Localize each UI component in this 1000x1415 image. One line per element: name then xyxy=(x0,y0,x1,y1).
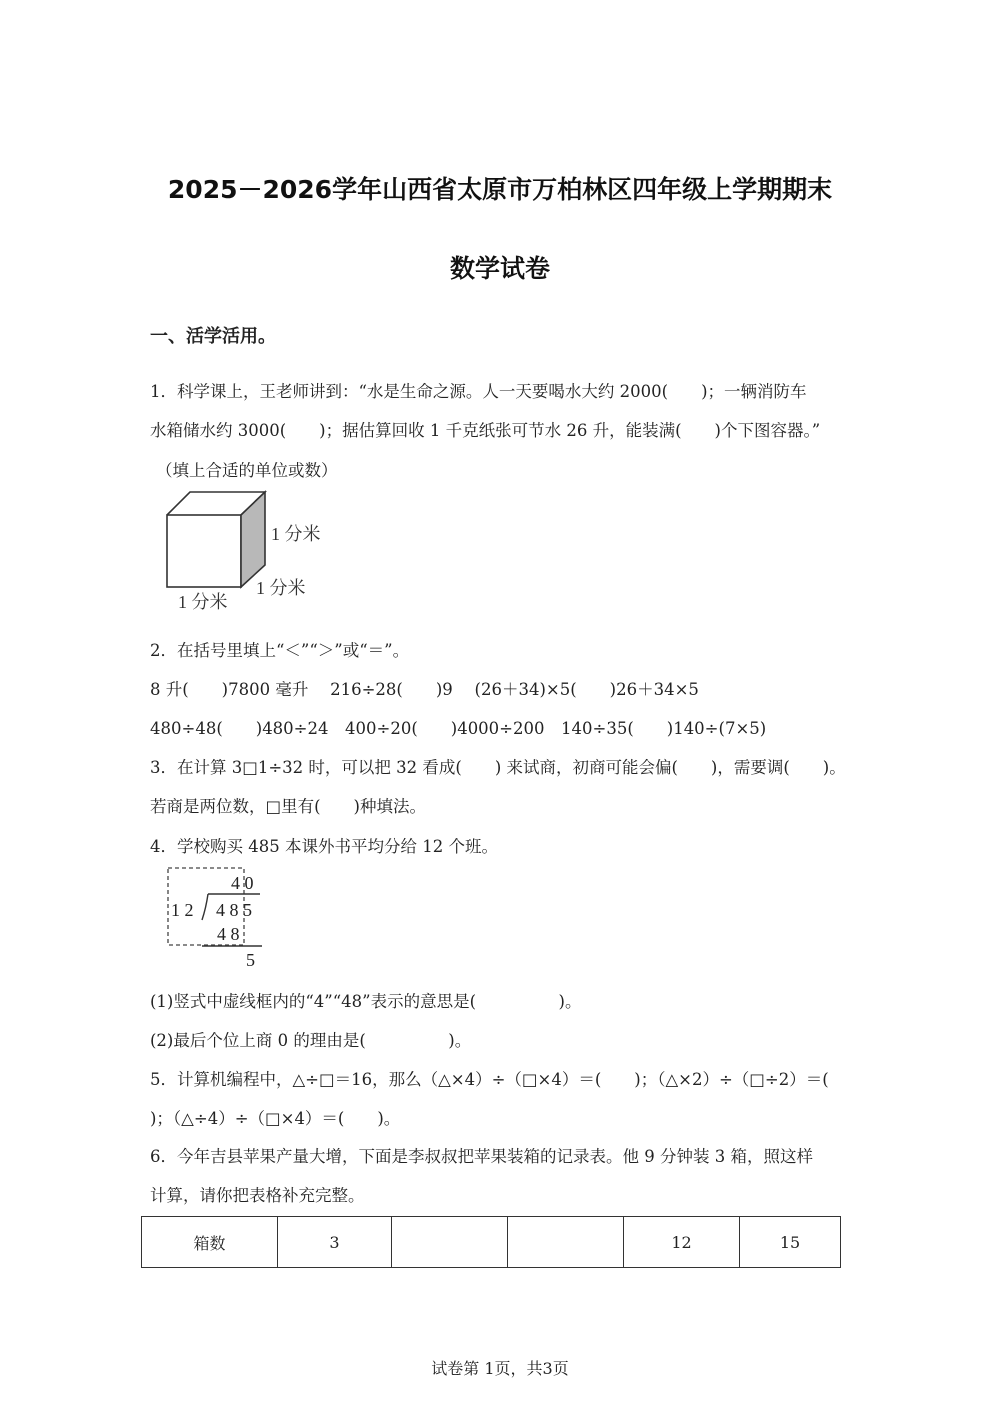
cube-front-face xyxy=(167,515,241,587)
cube-side-face xyxy=(241,492,265,587)
question-5-line-2: )；（△÷4）÷（□×4）＝( )。 xyxy=(150,1109,401,1128)
question-5-line-1: 5．计算机编程中，△÷□＝16，那么（△×4）÷（□×4）＝( )；（△×2）÷（□÷2）＝( xyxy=(150,1070,829,1089)
table-cell: 3 xyxy=(278,1217,392,1268)
page-subtitle: 数学试卷 xyxy=(449,254,550,283)
question-4-sub-1: (1)竖式中虚线框内的“4”“48”表示的意思是( )。 xyxy=(150,992,582,1011)
dividend: 4 8 5 xyxy=(216,900,252,920)
question-1-line-3: （填上合适的单位或数） xyxy=(156,461,338,480)
table-cell: 12 xyxy=(624,1217,740,1268)
question-2-row-2: 480÷48( )480÷24 400÷20( )4000÷200 140÷35( )140÷(7×5) xyxy=(150,719,767,738)
page-title: 2025－2026学年山西省太原市万柏林区四年级上学期期末 xyxy=(167,175,833,204)
question-2-row-1: 8 升( )7800 毫升 216÷28( )9 (26＋34)×5( )26＋34×5 xyxy=(150,680,699,699)
table-header-cell: 箱数 xyxy=(142,1217,278,1268)
table-row xyxy=(142,1217,841,1268)
question-4-sub-2: (2)最后个位上商 0 的理由是( )。 xyxy=(150,1031,472,1050)
question-3-line-2: 若商是两位数，□里有( )种填法。 xyxy=(150,797,426,816)
cube-depth-label: 1 分米 xyxy=(256,578,306,598)
remainder: 5 xyxy=(246,950,255,970)
partial-product: 4 8 xyxy=(217,924,240,944)
section-heading: 一、活学活用。 xyxy=(150,326,276,347)
question-2-line-1: 2．在括号里填上“＜”“＞”或“＝”。 xyxy=(150,641,410,660)
question-1-line-2: 水箱储水约 3000( )；据估算回收 1 千克纸张可节水 26 升，能装满( )个下图容器。” xyxy=(150,421,821,440)
page-footer: 试卷第 1页，共3页 xyxy=(431,1359,569,1378)
table-cell[interactable] xyxy=(508,1217,624,1268)
cube-figure xyxy=(150,488,350,618)
question-6-line-1: 6．今年吉县苹果产量大增，下面是李叔叔把苹果装箱的记录表。他 9 分钟装 3 箱，照这样 xyxy=(150,1147,813,1166)
quotient: 4 0 xyxy=(231,873,254,893)
table-cell[interactable] xyxy=(392,1217,508,1268)
question-4-line-1: 4．学校购买 485 本课外书平均分给 12 个班。 xyxy=(150,837,498,856)
question-6-line-2: 计算，请你把表格补充完整。 xyxy=(150,1186,365,1205)
table-cell: 15 xyxy=(740,1217,841,1268)
cube-width-label: 1 分米 xyxy=(178,592,228,612)
long-division-figure xyxy=(160,862,280,972)
cube-height-label: 1 分米 xyxy=(271,524,321,544)
apple-box-table xyxy=(141,1216,841,1268)
divisor: 1 2 xyxy=(171,900,194,920)
question-1-line-1: 1．科学课上，王老师讲到：“水是生命之源。人一天要喝水大约 2000( )；一辆消防车 xyxy=(150,382,807,401)
question-3-line-1: 3．在计算 3□1÷32 时，可以把 32 看成( ) 来试商，初商可能会偏( )，需要调( )。 xyxy=(150,758,846,777)
division-bracket-curve xyxy=(202,894,208,920)
